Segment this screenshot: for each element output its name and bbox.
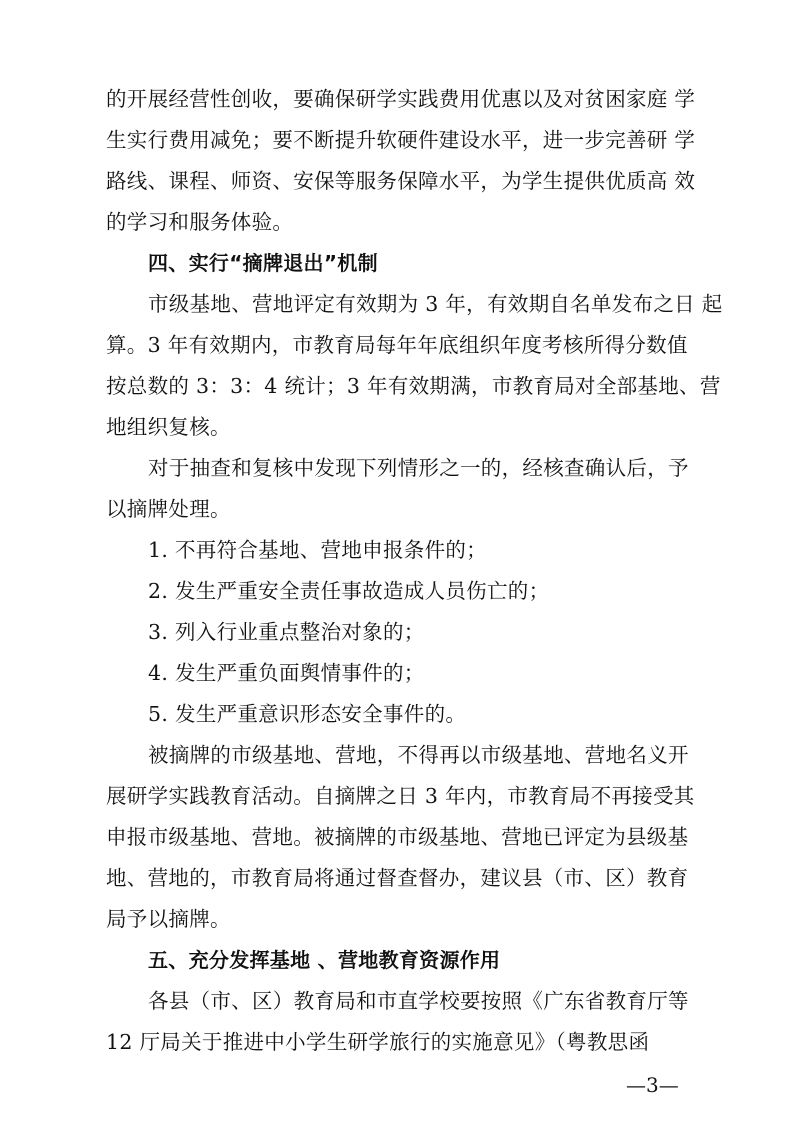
paragraph-3-line-2: 以摘牌处理。 [106, 497, 231, 521]
paragraph-5-line-2: 12 厅局关于推进中小学生研学旅行的实施意见》（粤教思函 [106, 1030, 650, 1054]
section-heading-5: 五、充分发挥基地 、营地教育资源作用 [148, 948, 501, 972]
paragraph-4-line-5: 局予以摘牌。 [106, 907, 231, 931]
paragraph-2-line-1: 市级基地、营地评定有效期为 3 年，有效期自名单发布之日 起 [148, 292, 723, 316]
paragraph-4-line-4: 地、营地的，市教育局将通过督查督办，建议县（市、区）教育 [106, 866, 689, 890]
paragraph-3-line-1: 对于抽查和复核中发现下列情形之一的，经核查确认后，予 [148, 456, 689, 480]
paragraph-2-line-4: 地组织复核。 [106, 415, 231, 439]
list-item: 3. 列入行业重点整治对象的； [148, 620, 425, 644]
paragraph-2-line-2: 算。3 年有效期内，市教育局每年年底组织年度考核所得分数值 [106, 333, 688, 357]
paragraph-4-line-1: 被摘牌的市级基地、营地，不得再以市级基地、营地名义开 [148, 743, 689, 767]
paragraph-4-line-3: 申报市级基地、营地。被摘牌的市级基地、营地已评定为县级基 [106, 825, 689, 849]
list-item: 1. 不再符合基地、营地申报条件的； [148, 538, 487, 562]
list-item: 4. 发生严重负面舆情事件的； [148, 661, 425, 685]
section-heading-4: 四、实行“摘牌退出”机制 [148, 251, 378, 275]
paragraph-2-line-3: 按总数的 3：3：4 统计；3 年有效期满，市教育局对全部基地、营 [106, 374, 721, 398]
paragraph-1-line-1: 的开展经营性创收，要确保研学实践费用优惠以及对贫困家庭 学 [106, 87, 696, 111]
page-number: —3— [626, 1073, 679, 1097]
paragraph-1-line-3: 路线、课程、师资、安保等服务保障水平，为学生提供优质高 效 [106, 169, 696, 193]
paragraph-5-line-1: 各县（市、区）教育局和市直学校要按照《广东省教育厅等 [148, 989, 689, 1013]
paragraph-4-line-2: 展研学实践教育活动。自摘牌之日 3 年内，市教育局不再接受其 [106, 784, 695, 808]
list-item: 5. 发生严重意识形态安全事件的。 [148, 702, 467, 726]
paragraph-1-line-4: 的学习和服务体验。 [106, 210, 294, 234]
paragraph-1-line-2: 生实行费用减免；要不断提升软硬件建设水平，进一步完善研 学 [106, 128, 696, 152]
list-item: 2. 发生严重安全责任事故造成人员伤亡的； [148, 579, 550, 603]
